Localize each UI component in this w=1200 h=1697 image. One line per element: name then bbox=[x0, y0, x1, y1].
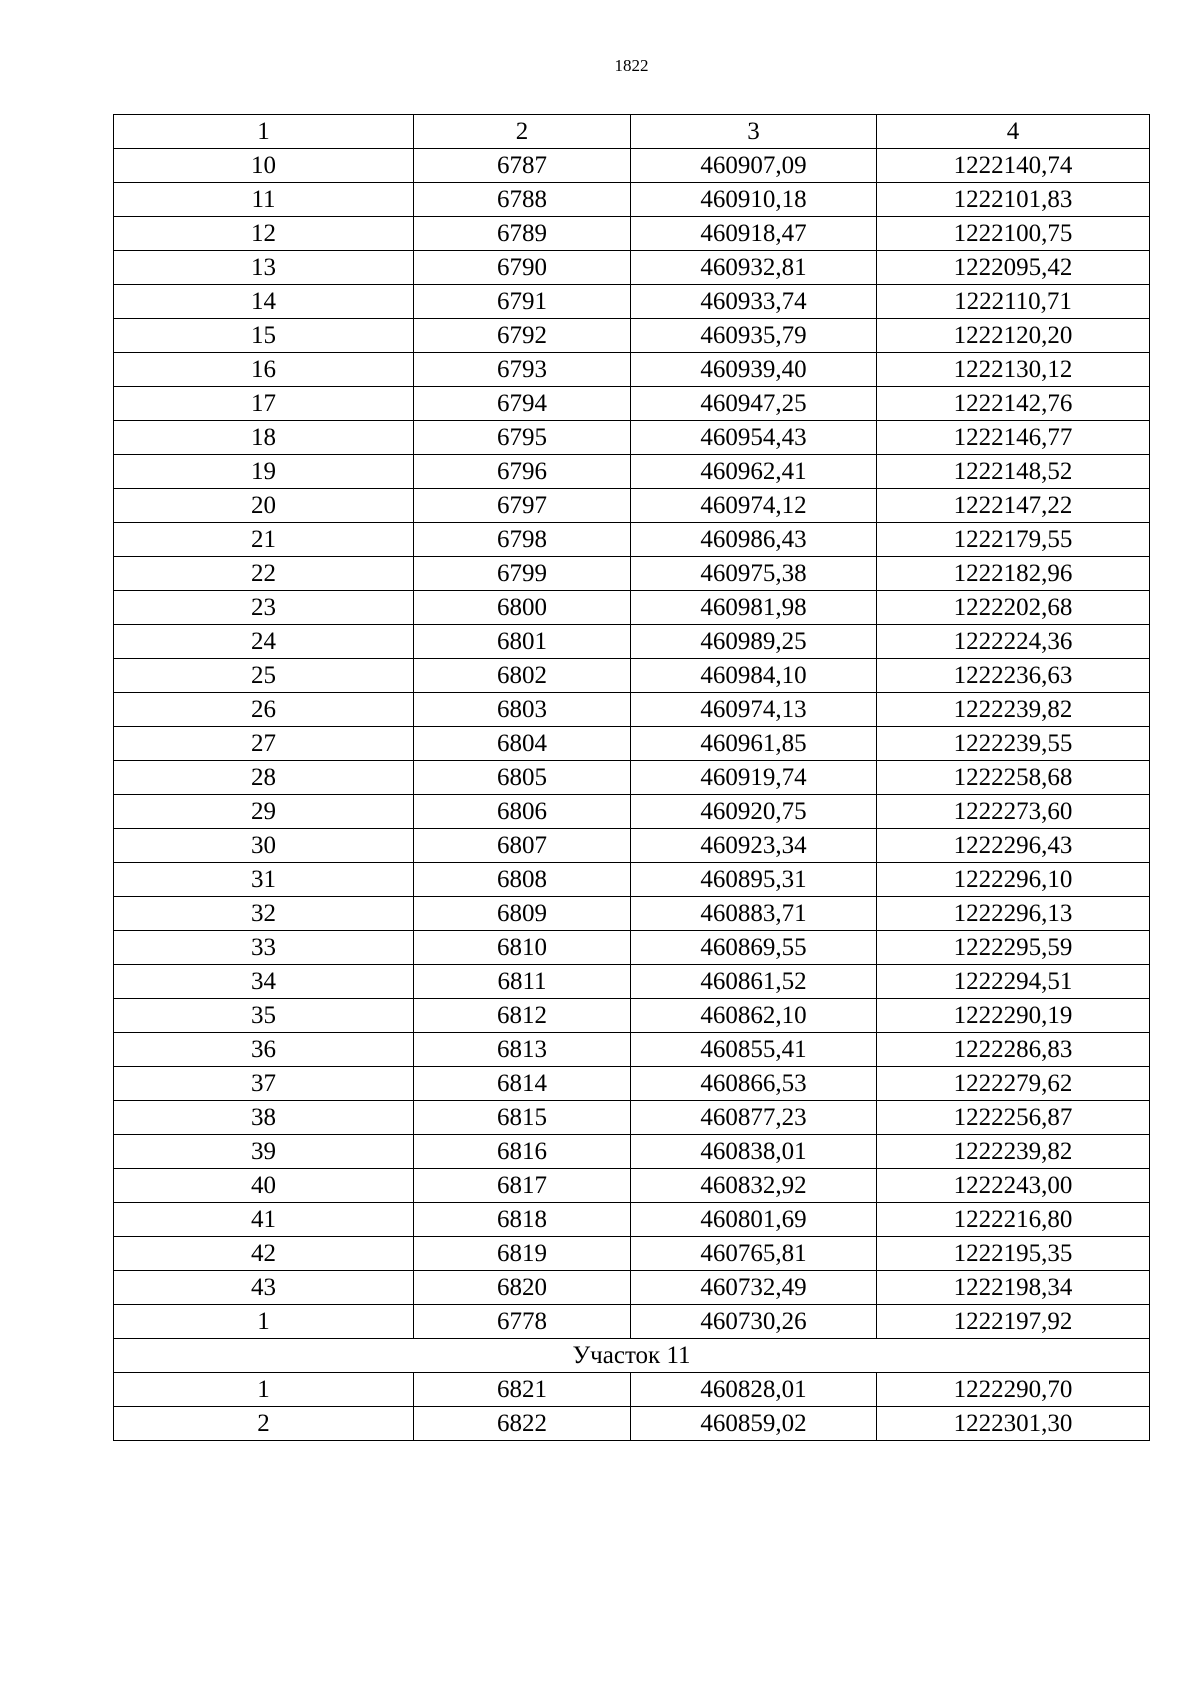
table-row bbox=[114, 795, 1150, 829]
table-row bbox=[114, 285, 1150, 319]
table-row bbox=[114, 421, 1150, 455]
table-cell: 460923,34 bbox=[631, 829, 877, 863]
table-row bbox=[114, 1407, 1150, 1441]
table-cell: 460855,41 bbox=[631, 1033, 877, 1067]
table-row bbox=[114, 659, 1150, 693]
table-cell: 1222182,96 bbox=[877, 557, 1150, 591]
table-cell: 20 bbox=[114, 489, 414, 523]
table-cell: 6797 bbox=[414, 489, 631, 523]
table-row bbox=[114, 1203, 1150, 1237]
table-cell: 460962,41 bbox=[631, 455, 877, 489]
table-cell: 6802 bbox=[414, 659, 631, 693]
table-cell: 6820 bbox=[414, 1271, 631, 1305]
table-row bbox=[114, 863, 1150, 897]
table-cell: 460862,10 bbox=[631, 999, 877, 1033]
table-cell: 460974,12 bbox=[631, 489, 877, 523]
table-cell: 1222140,74 bbox=[877, 149, 1150, 183]
table-cell: 1222216,80 bbox=[877, 1203, 1150, 1237]
table-cell: 1222273,60 bbox=[877, 795, 1150, 829]
table-cell: 17 bbox=[114, 387, 414, 421]
table-cell: 6814 bbox=[414, 1067, 631, 1101]
table-row bbox=[114, 693, 1150, 727]
table-row bbox=[114, 591, 1150, 625]
table-cell: 31 bbox=[114, 863, 414, 897]
table-cell: 6791 bbox=[414, 285, 631, 319]
table-cell: 6806 bbox=[414, 795, 631, 829]
table-cell: 460859,02 bbox=[631, 1407, 877, 1441]
table-cell: 460883,71 bbox=[631, 897, 877, 931]
table-cell: 460869,55 bbox=[631, 931, 877, 965]
table-cell: 6807 bbox=[414, 829, 631, 863]
table-cell: 6794 bbox=[414, 387, 631, 421]
table-cell: 460974,13 bbox=[631, 693, 877, 727]
table-cell: 6808 bbox=[414, 863, 631, 897]
table-header-row bbox=[114, 115, 1150, 149]
table-row bbox=[114, 1101, 1150, 1135]
table-row bbox=[114, 387, 1150, 421]
table-cell: 460986,43 bbox=[631, 523, 877, 557]
table-row bbox=[114, 1169, 1150, 1203]
table-cell: 1 bbox=[114, 1373, 414, 1407]
table-cell: 6822 bbox=[414, 1407, 631, 1441]
table-cell: 6805 bbox=[414, 761, 631, 795]
table-cell: 38 bbox=[114, 1101, 414, 1135]
table-cell: 1222294,51 bbox=[877, 965, 1150, 999]
table-cell: 460933,74 bbox=[631, 285, 877, 319]
table-cell: 6816 bbox=[414, 1135, 631, 1169]
table-cell: 6804 bbox=[414, 727, 631, 761]
table-row bbox=[114, 455, 1150, 489]
table-row bbox=[114, 931, 1150, 965]
table-cell: 460730,26 bbox=[631, 1305, 877, 1339]
header-cell: 1 bbox=[114, 115, 414, 149]
table-cell: 460954,43 bbox=[631, 421, 877, 455]
table-cell: 33 bbox=[114, 931, 414, 965]
table-cell: 460838,01 bbox=[631, 1135, 877, 1169]
coordinates-table bbox=[113, 114, 1150, 1441]
table-cell: 460947,25 bbox=[631, 387, 877, 421]
table-row bbox=[114, 251, 1150, 285]
table-cell: 6801 bbox=[414, 625, 631, 659]
table-cell: 1222239,82 bbox=[877, 1135, 1150, 1169]
table-row bbox=[114, 557, 1150, 591]
table-row bbox=[114, 1271, 1150, 1305]
table-cell: 29 bbox=[114, 795, 414, 829]
table-row bbox=[114, 761, 1150, 795]
table-cell: 460918,47 bbox=[631, 217, 877, 251]
table-cell: 1222110,71 bbox=[877, 285, 1150, 319]
table-cell: 1222224,36 bbox=[877, 625, 1150, 659]
table-cell: 6812 bbox=[414, 999, 631, 1033]
table-cell: 1222198,34 bbox=[877, 1271, 1150, 1305]
table-cell: 1222195,35 bbox=[877, 1237, 1150, 1271]
header-cell: 4 bbox=[877, 115, 1150, 149]
table-row bbox=[114, 1305, 1150, 1339]
table-cell: 1222202,68 bbox=[877, 591, 1150, 625]
table-cell: 37 bbox=[114, 1067, 414, 1101]
table-cell: 10 bbox=[114, 149, 414, 183]
table-cell: 1222258,68 bbox=[877, 761, 1150, 795]
table-cell: 11 bbox=[114, 183, 414, 217]
table-cell: 1222243,00 bbox=[877, 1169, 1150, 1203]
table-row bbox=[114, 1067, 1150, 1101]
table-cell: 14 bbox=[114, 285, 414, 319]
table-cell: 42 bbox=[114, 1237, 414, 1271]
table-row bbox=[114, 1033, 1150, 1067]
table-cell: 6810 bbox=[414, 931, 631, 965]
section-row bbox=[114, 1339, 1150, 1373]
table-cell: 460765,81 bbox=[631, 1237, 877, 1271]
table-cell: 32 bbox=[114, 897, 414, 931]
table-cell: 460961,85 bbox=[631, 727, 877, 761]
table-cell: 6799 bbox=[414, 557, 631, 591]
table-cell: 460984,10 bbox=[631, 659, 877, 693]
table-cell: 6815 bbox=[414, 1101, 631, 1135]
table-cell: 460828,01 bbox=[631, 1373, 877, 1407]
table-row bbox=[114, 727, 1150, 761]
table-cell: 41 bbox=[114, 1203, 414, 1237]
table-row bbox=[114, 489, 1150, 523]
table-row bbox=[114, 965, 1150, 999]
table-cell: 43 bbox=[114, 1271, 414, 1305]
table-row bbox=[114, 1135, 1150, 1169]
table-cell: 6788 bbox=[414, 183, 631, 217]
table-cell: 28 bbox=[114, 761, 414, 795]
table-cell: 16 bbox=[114, 353, 414, 387]
table-cell: 1222290,70 bbox=[877, 1373, 1150, 1407]
table-cell: 460866,53 bbox=[631, 1067, 877, 1101]
table-cell: 23 bbox=[114, 591, 414, 625]
table-row bbox=[114, 897, 1150, 931]
table-cell: 1222100,75 bbox=[877, 217, 1150, 251]
table-row bbox=[114, 319, 1150, 353]
table-cell: 6798 bbox=[414, 523, 631, 557]
table-cell: 25 bbox=[114, 659, 414, 693]
table-cell: 1222197,92 bbox=[877, 1305, 1150, 1339]
table-cell: 460919,74 bbox=[631, 761, 877, 795]
table-cell: 1222239,55 bbox=[877, 727, 1150, 761]
table-cell: 22 bbox=[114, 557, 414, 591]
table-cell: 6818 bbox=[414, 1203, 631, 1237]
table-cell: 18 bbox=[114, 421, 414, 455]
table-cell: 460975,38 bbox=[631, 557, 877, 591]
table-cell: 1222296,43 bbox=[877, 829, 1150, 863]
table-cell: 36 bbox=[114, 1033, 414, 1067]
table-row bbox=[114, 353, 1150, 387]
table-cell: 1222295,59 bbox=[877, 931, 1150, 965]
table-cell: 6793 bbox=[414, 353, 631, 387]
section-label: Участок 11 bbox=[114, 1339, 1150, 1373]
table-cell: 460895,31 bbox=[631, 863, 877, 897]
table-cell: 12 bbox=[114, 217, 414, 251]
table-cell: 6803 bbox=[414, 693, 631, 727]
table-cell: 460939,40 bbox=[631, 353, 877, 387]
table-cell: 6790 bbox=[414, 251, 631, 285]
table-cell: 1222101,83 bbox=[877, 183, 1150, 217]
table-cell: 1222146,77 bbox=[877, 421, 1150, 455]
table-cell: 1222296,13 bbox=[877, 897, 1150, 931]
table-cell: 1 bbox=[114, 1305, 414, 1339]
table-cell: 460920,75 bbox=[631, 795, 877, 829]
header-cell: 2 bbox=[414, 115, 631, 149]
table-cell: 1222256,87 bbox=[877, 1101, 1150, 1135]
table-cell: 460989,25 bbox=[631, 625, 877, 659]
table-cell: 13 bbox=[114, 251, 414, 285]
table-cell: 6813 bbox=[414, 1033, 631, 1067]
table-cell: 1222286,83 bbox=[877, 1033, 1150, 1067]
table-cell: 460801,69 bbox=[631, 1203, 877, 1237]
table-cell: 34 bbox=[114, 965, 414, 999]
table-cell: 1222290,19 bbox=[877, 999, 1150, 1033]
table-cell: 460907,09 bbox=[631, 149, 877, 183]
table-cell: 6796 bbox=[414, 455, 631, 489]
table-cell: 35 bbox=[114, 999, 414, 1033]
table-cell: 1222301,30 bbox=[877, 1407, 1150, 1441]
table-cell: 460981,98 bbox=[631, 591, 877, 625]
table-row bbox=[114, 183, 1150, 217]
table-cell: 460877,23 bbox=[631, 1101, 877, 1135]
table-cell: 6789 bbox=[414, 217, 631, 251]
table-cell: 1222179,55 bbox=[877, 523, 1150, 557]
table-cell: 21 bbox=[114, 523, 414, 557]
table-cell: 1222236,63 bbox=[877, 659, 1150, 693]
table-cell: 1222239,82 bbox=[877, 693, 1150, 727]
table-cell: 1222120,20 bbox=[877, 319, 1150, 353]
table-cell: 6811 bbox=[414, 965, 631, 999]
table-cell: 1222147,22 bbox=[877, 489, 1150, 523]
table-row bbox=[114, 217, 1150, 251]
table-cell: 460832,92 bbox=[631, 1169, 877, 1203]
table-cell: 30 bbox=[114, 829, 414, 863]
table-cell: 27 bbox=[114, 727, 414, 761]
table-cell: 15 bbox=[114, 319, 414, 353]
table-row bbox=[114, 149, 1150, 183]
table-cell: 40 bbox=[114, 1169, 414, 1203]
table-cell: 19 bbox=[114, 455, 414, 489]
table-row bbox=[114, 829, 1150, 863]
table-cell: 6817 bbox=[414, 1169, 631, 1203]
table-cell: 1222130,12 bbox=[877, 353, 1150, 387]
table-cell: 6809 bbox=[414, 897, 631, 931]
table-cell: 24 bbox=[114, 625, 414, 659]
table-cell: 1222148,52 bbox=[877, 455, 1150, 489]
table-row bbox=[114, 1237, 1150, 1271]
table-cell: 26 bbox=[114, 693, 414, 727]
table-cell: 2 bbox=[114, 1407, 414, 1441]
table-cell: 460910,18 bbox=[631, 183, 877, 217]
table-cell: 6821 bbox=[414, 1373, 631, 1407]
table-cell: 6800 bbox=[414, 591, 631, 625]
table-cell: 1222095,42 bbox=[877, 251, 1150, 285]
table-cell: 460732,49 bbox=[631, 1271, 877, 1305]
table-cell: 460861,52 bbox=[631, 965, 877, 999]
table-row bbox=[114, 523, 1150, 557]
table-cell: 6819 bbox=[414, 1237, 631, 1271]
table-cell: 460935,79 bbox=[631, 319, 877, 353]
table-cell: 6778 bbox=[414, 1305, 631, 1339]
table-row bbox=[114, 999, 1150, 1033]
table-cell: 6787 bbox=[414, 149, 631, 183]
table-cell: 6795 bbox=[414, 421, 631, 455]
table-cell: 1222296,10 bbox=[877, 863, 1150, 897]
table-cell: 1222279,62 bbox=[877, 1067, 1150, 1101]
table-cell: 1222142,76 bbox=[877, 387, 1150, 421]
table-cell: 6792 bbox=[414, 319, 631, 353]
table-row bbox=[114, 625, 1150, 659]
table-row bbox=[114, 1373, 1150, 1407]
page-number: 1822 bbox=[614, 56, 649, 75]
table-cell: 460932,81 bbox=[631, 251, 877, 285]
table-cell: 39 bbox=[114, 1135, 414, 1169]
header-cell: 3 bbox=[631, 115, 877, 149]
